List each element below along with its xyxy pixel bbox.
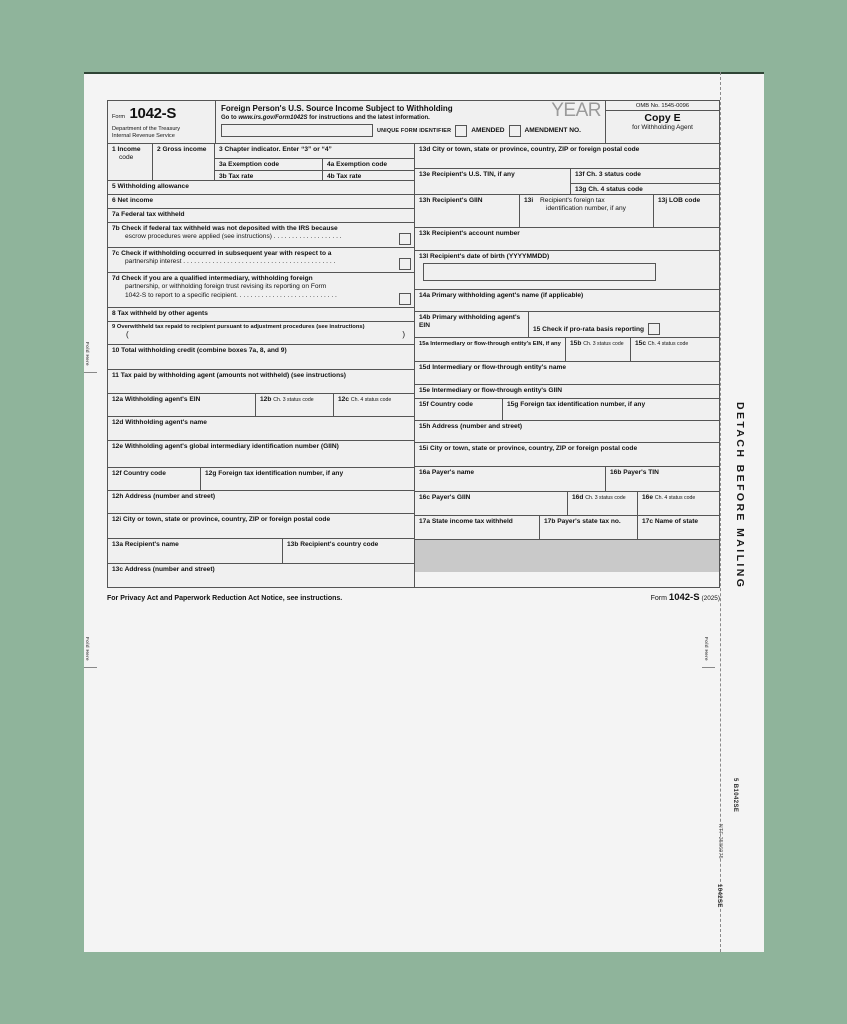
box-1-label-2: code [119, 154, 134, 162]
privacy-act-notice: For Privacy Act and Paperwork Reduction Act Notice, see instructions. [107, 594, 343, 602]
box-13h-recipient-giin[interactable] [415, 195, 519, 227]
box-14b-primary-agent-ein[interactable] [415, 312, 528, 337]
box-1-label: 1 Income [112, 145, 141, 153]
row-13e-13f-13g [415, 169, 719, 195]
goto-prefix: Go to [221, 115, 237, 121]
box-7b-escrow-check[interactable] [108, 223, 414, 247]
box-3-chapter-indicator[interactable] [215, 144, 414, 159]
box-16b-payer-tin[interactable] [605, 467, 719, 491]
box-12e-label: 12e Withholding agent's global intermediary identification number (GIIN) [112, 442, 339, 450]
form-header [107, 100, 720, 143]
box-15c-sub: Ch. 4 status code [647, 340, 689, 347]
box-13f-ch3-status[interactable] [571, 169, 719, 184]
row-14a [415, 290, 719, 312]
box-6-label: 6 Net income [112, 196, 154, 204]
box-16c-payer-giin[interactable] [415, 492, 567, 515]
box-15-checkbox[interactable] [648, 323, 660, 335]
copy-block [605, 101, 719, 143]
box-6-net-income[interactable] [108, 195, 414, 208]
box-15a-intermediary-ein[interactable] [415, 338, 565, 361]
row-5 [108, 181, 414, 195]
form-word: Form [112, 114, 126, 120]
left-column [108, 144, 415, 587]
box-7c-line-1: 7c Check if withholding occurred in subsequent year with respect to a [112, 249, 332, 257]
box-12c-label: 12c [338, 395, 350, 403]
row-12d [108, 417, 414, 441]
box-11-label: 11 Tax paid by withholding agent (amounts not withheld) (see instructions) [112, 371, 346, 379]
box-7d-line-1: 7d Check if you are a qualified intermediary, withholding foreign [112, 274, 313, 282]
amended-checkbox[interactable] [455, 125, 467, 137]
row-12h [108, 491, 414, 514]
form-title: Foreign Person's U.S. Source Income Subject to Withholding [221, 104, 453, 113]
row-12f-12g [108, 468, 414, 491]
box-13b-label: 13b Recipient's country code [287, 540, 379, 548]
footer-form-identity [651, 592, 720, 603]
ntf-code-label: NTF 2586975 [717, 824, 723, 859]
box-12e-agent-giin[interactable] [108, 441, 414, 467]
department-line-2: Internal Revenue Service [112, 133, 175, 140]
box-9-overwithheld-tax-repaid[interactable] [108, 322, 414, 344]
form-title-block [216, 101, 605, 143]
box-13i-line-1: Recipient's foreign tax [540, 196, 605, 204]
footer-form-word: Form [650, 594, 667, 602]
box-12i-label: 12i City or town, state or province, country, ZIP or foreign postal code [112, 515, 331, 523]
box-12f-country-code[interactable] [108, 468, 200, 490]
row-7b [108, 223, 414, 248]
form-code-label: 1042SE [716, 884, 722, 908]
amendment-no-checkbox[interactable] [509, 125, 521, 137]
box-7b-line-1: 7b Check if federal tax withheld was not deposited with the IRS because [112, 224, 338, 232]
fold-rule-right-bottom [702, 667, 715, 668]
box-15d-label: 15d Intermediary or flow-through entity's name [419, 363, 567, 371]
box-15g-label: 15g Foreign tax identification number, if any [507, 400, 646, 408]
box-15c-ch4-status[interactable] [630, 338, 719, 361]
box-13d-city[interactable] [415, 144, 719, 168]
box-7a-label: 7a Federal tax withheld [112, 210, 185, 218]
fold-here-left-bottom: Fold Here [85, 637, 91, 661]
box-13e-label: 13e Recipient's U.S. TIN, if any [419, 170, 515, 178]
box-13l-date-of-birth[interactable] [415, 251, 719, 289]
row-13c [108, 564, 414, 587]
copy-recipient: for Withholding Agent [632, 124, 693, 131]
box-13j-label: 13j LOB code [658, 196, 701, 204]
box-10-total-withholding-credit[interactable] [108, 345, 414, 369]
box-12h-label: 12h Address (number and street) [112, 492, 216, 500]
box-5-withholding-allowance[interactable] [108, 181, 414, 194]
footer-form-number: 1042-S [668, 591, 700, 603]
box-15i-label: 15i City or town, state or province, country, ZIP or foreign postal code [419, 444, 638, 452]
form-identity-block [108, 101, 216, 143]
box-12f-label: 12f Country code [112, 469, 166, 477]
box-5-label: 5 Withholding allowance [112, 182, 189, 190]
box-15-label: 15 Check if pro-rata basis reporting [533, 325, 645, 333]
form-number: 1042-S [129, 105, 177, 122]
box-9-paren-close: ) [402, 330, 405, 340]
form-sheet [84, 72, 764, 952]
row-7d [108, 273, 414, 308]
row-1-2-3 [108, 144, 414, 181]
fold-rule-left-bottom [84, 667, 97, 668]
right-column [415, 144, 719, 587]
box-13j-lob-code[interactable] [653, 195, 719, 227]
box-15b-ch3-status[interactable] [565, 338, 630, 361]
row-12e [108, 441, 414, 468]
box-12b-ch3-status[interactable] [255, 394, 333, 416]
box-15d-intermediary-name[interactable] [415, 362, 719, 384]
box-16a-payer-name[interactable] [415, 467, 605, 491]
box-3a-exemption-code[interactable] [215, 159, 322, 170]
box-7c-checkbox[interactable] [399, 258, 411, 270]
unique-form-identifier-label: UNIQUE FORM IDENTIFIER [377, 127, 452, 134]
form-footer [107, 592, 720, 603]
row-7a [108, 209, 414, 223]
box-16c-label: 16c Payer's GIIN [419, 493, 471, 501]
box-17a-state-income-tax[interactable] [415, 516, 539, 539]
box-16d-label: 16d [572, 493, 584, 501]
box-3a-label: 3a Exemption code [219, 160, 280, 168]
row-16a-16b [415, 467, 719, 492]
box-17c-name-of-state[interactable] [637, 516, 719, 539]
box-13a-recipient-name[interactable] [108, 539, 282, 563]
box-7a-federal-tax-withheld[interactable] [108, 209, 414, 222]
box-2-gross-income[interactable] [152, 144, 214, 180]
unique-form-identifier-row [221, 124, 601, 137]
box-12c-ch4-status[interactable] [333, 394, 414, 416]
box-8-tax-withheld-other-agents[interactable] [108, 308, 414, 321]
form-goto-line [221, 115, 601, 121]
row-7c [108, 248, 414, 273]
form-body-grid [107, 143, 720, 588]
box-15h-label: 15h Address (number and street) [419, 422, 523, 430]
box-13k-label: 13k Recipient's account number [419, 229, 520, 237]
department-line-1: Department of the Treasury [112, 126, 181, 132]
box-13l-input[interactable] [423, 263, 656, 281]
goto-suffix: for instructions and the latest information. [309, 115, 430, 121]
box-13g-label: 13g Ch. 4 status code [575, 185, 643, 193]
box-12h-address[interactable] [108, 491, 414, 513]
detach-before-mailing-label: DETACH BEFORE MAILING [734, 402, 746, 590]
box-15-pro-rata[interactable] [528, 312, 719, 337]
box-16e-ch4-status[interactable] [637, 492, 719, 515]
box-17a-label: 17a State income tax withheld [419, 517, 513, 525]
box-13e-recipient-tin[interactable] [415, 169, 570, 194]
row-16c-16d-16e [415, 492, 719, 516]
box-13h-label: 13h Recipient's GIIN [419, 196, 483, 204]
copy-designation: Copy E [644, 112, 681, 124]
box-4b-label: 4b Tax rate [327, 172, 362, 180]
row-13a-13b [108, 539, 414, 564]
box-16d-ch3-status[interactable] [567, 492, 637, 515]
box-17b-label: 17b Payer's state tax no. [544, 517, 621, 525]
row-15i [415, 443, 719, 467]
box-15a-label: 15a Intermediary or flow-through entity's EIN, if any [419, 340, 561, 347]
row-3a-4a [215, 159, 414, 171]
row-12i [108, 514, 414, 539]
row-11 [108, 370, 414, 394]
year-placeholder: YEAR [551, 100, 601, 121]
row-15a-15b-15c [415, 338, 719, 362]
box-15i-city[interactable] [415, 443, 719, 466]
box-16e-label: 16e [642, 493, 654, 501]
row-13k [415, 228, 719, 251]
row-15f-15g [415, 399, 719, 421]
box-9-paren-open: ( [126, 330, 129, 340]
box-15h-address[interactable] [415, 421, 719, 442]
footer-form-year: (2025) [701, 594, 720, 602]
box-10-label: 10 Total withholding credit (combine boxes 7a, 8, and 9) [112, 346, 287, 354]
row-9 [108, 322, 414, 345]
amendment-no-label: AMENDMENT NO. [524, 127, 581, 134]
shaded-reserved-area [415, 540, 719, 572]
fold-here-right-bottom: Fold Here [704, 637, 710, 661]
unique-form-identifier-input[interactable] [221, 124, 373, 137]
box-13c-address[interactable] [108, 564, 414, 587]
box-7b-line-2: escrow procedures were applied (see instructions) . . . . . . . . . . . . . . . . . . . [125, 233, 342, 241]
box-12b-label: 12b [260, 395, 272, 403]
box-7c-line-2: partnership interest . . . . . . . . . . . . . . . . . . . . . . . . . . . . . . . . . . . . . . . . . . [125, 258, 336, 266]
box-12d-agent-name[interactable] [108, 417, 414, 440]
detach-dashed-line [720, 72, 721, 952]
box-14a-primary-agent-name[interactable] [415, 290, 719, 311]
box-13c-label: 13c Address (number and street) [112, 565, 215, 573]
box-2-label: 2 Gross income [157, 145, 207, 153]
row-15e [415, 385, 719, 399]
box-17b-payer-state-tax-no[interactable] [539, 516, 637, 539]
box-15e-label: 15e Intermediary or flow-through entity's GIIN [419, 386, 562, 394]
box-11-tax-paid-by-agent[interactable] [108, 370, 414, 393]
box-17c-label: 17c Name of state [642, 517, 699, 525]
box-12g-foreign-tin[interactable] [200, 468, 414, 490]
box-13k-account-number[interactable] [415, 228, 719, 250]
box-14b-label: 14b Primary withholding agent's EIN [419, 313, 521, 330]
row-17a-17b-17c [415, 516, 719, 540]
box-12i-city[interactable] [108, 514, 414, 538]
row-8 [108, 308, 414, 322]
row-14b-15 [415, 312, 719, 338]
fold-rule-left-top [84, 372, 97, 373]
box-9-label: 9 Overwithheld tax repaid to recipient pursuant to adjustment procedures (see instructions) [112, 323, 365, 330]
box-7b-checkbox[interactable] [399, 233, 411, 245]
row-15d [415, 362, 719, 385]
goto-url[interactable]: www.irs.gov/Form1042S [238, 115, 308, 121]
box-13l-label: 13l Recipient's date of birth (YYYYMMDD) [419, 252, 550, 260]
box-15b-sub: Ch. 3 status code [583, 340, 624, 347]
box-15b-label: 15b [570, 339, 582, 347]
box-16b-label: 16b Payer's TIN [610, 468, 659, 476]
box-13a-label: 13a Recipient's name [112, 540, 179, 548]
box-3b-label: 3b Tax rate [219, 172, 254, 180]
box-12b-sub: Ch. 3 status code [273, 396, 314, 403]
row-shaded-block [415, 540, 719, 572]
box-16e-sub: Ch. 4 status code [654, 494, 696, 501]
box-15f-country-code[interactable] [415, 399, 502, 420]
box-3-group [214, 144, 414, 180]
box-15e-intermediary-giin[interactable] [415, 385, 719, 398]
fold-here-left-top: Fold Here [85, 342, 91, 366]
row-15h [415, 421, 719, 443]
box-13f-label: 13f Ch. 3 status code [575, 170, 641, 178]
amended-label: AMENDED [471, 127, 505, 134]
box-12g-label: 12g Foreign tax identification number, if any [205, 469, 344, 477]
row-13d [415, 144, 719, 169]
row-6 [108, 195, 414, 209]
box-7d-line-2: partnership, or withholding foreign trust revising its reporting on Form [125, 283, 327, 291]
box-12d-label: 12d Withholding agent's name [112, 418, 207, 426]
box-15c-label: 15c [635, 339, 647, 347]
box-4a-label: 4a Exemption code [327, 160, 388, 168]
box-12c-sub: Ch. 4 status code [350, 396, 392, 403]
box-8-label: 8 Tax withheld by other agents [112, 309, 208, 317]
box-13i-line-2: identification number, if any [546, 205, 626, 213]
form-1042s [107, 100, 720, 603]
box-3-label: 3 Chapter indicator. Enter “3” or “4” [219, 145, 332, 153]
box-13b-recipient-country-code[interactable] [282, 539, 414, 563]
row-13l [415, 251, 719, 290]
omb-number: OMB No. 1545-0096 [606, 103, 719, 111]
box-1-income-code[interactable] [108, 144, 152, 180]
box-13f-13g-group [570, 169, 719, 194]
row-10 [108, 345, 414, 370]
box-12a-label: 12a Withholding agent's EIN [112, 395, 201, 403]
box-7c-subsequent-year-check[interactable] [108, 248, 414, 272]
box-14a-label: 14a Primary withholding agent's name (if applicable) [419, 291, 584, 299]
box-15g-foreign-tin[interactable] [502, 399, 719, 420]
box-13i-recipient-foreign-tin[interactable] [519, 195, 653, 227]
box-16a-label: 16a Payer's name [419, 468, 475, 476]
box-15f-label: 15f Country code [419, 400, 473, 408]
part-code-label: 5 B1042SE [732, 778, 738, 813]
box-12a-agent-ein[interactable] [108, 394, 255, 416]
box-4a-exemption-code[interactable] [322, 159, 414, 170]
box-13d-label: 13d City or town, state or province, country, ZIP or foreign postal code [419, 145, 640, 153]
row-12a-12b-12c [108, 394, 414, 417]
row-13h-13i-13j [415, 195, 719, 228]
box-13i-number: 13i [524, 196, 534, 204]
box-16d-sub: Ch. 3 status code [585, 494, 626, 501]
box-7d-line-3: 1042-S to report to a specific recipient. . . . . . . . . . . . . . . . . . . . . . . . . . . . [125, 291, 337, 299]
box-7d-checkbox[interactable] [399, 293, 411, 305]
box-7d-qualified-intermediary-check[interactable] [108, 273, 414, 307]
